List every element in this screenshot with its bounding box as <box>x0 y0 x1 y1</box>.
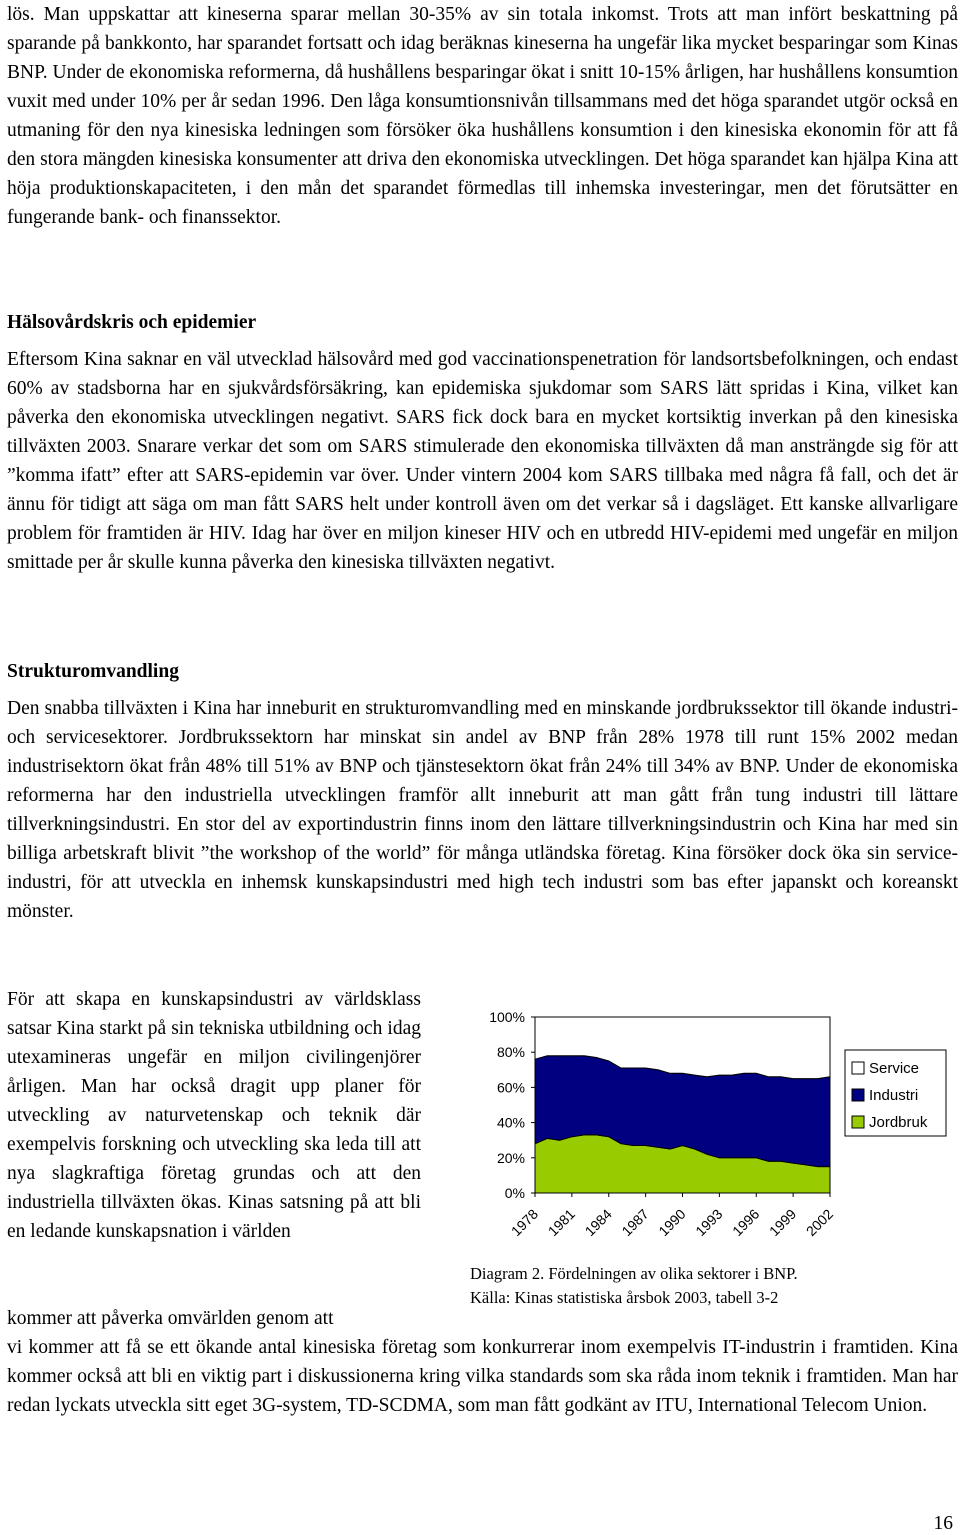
legend-label-jordbruk: Jordbruk <box>869 1114 928 1131</box>
legend-label-service: Service <box>869 1060 920 1077</box>
paragraph-savings: lös. Man uppskattar att kineserna sparar mellan 30-35% av sin totala inkomst. Trots att man infört beskattning på sparande på bankkonto, har sparandet fortsatt och idag beräknas kineserna ha ungefär lika mycket besparingar som Kinas BNP. Under de ekonomiska reformerna, då hushållens besparingar ökat i snitt 10-15% årligen, har hushållens konsumtion vuxit med under 10% per år sedan 1996. Den låga konsumtionsnivån tillsammans med det höga sparandet utgör också en utmaning för den nya kinesiska ledningen som försöker öka hushållens konsumtion i den kinesiska ekonomin för att få den stora mängden kinesiska konsumenter att driva den ekonomiska utvecklingen. Det höga sparandet kan hjälpa Kina att höja produktionskapaciteten, i den mån det sparandet förmedlas till inhemska investeringar, men det förutsätter en fungerande bank- och finanssektor. <box>7 4 958 228</box>
page-number: 16 <box>933 1513 953 1534</box>
sector-chart <box>460 995 960 1270</box>
paragraph-knowledge-side-end: kommer att påverka omvärlden genom att <box>7 1308 334 1329</box>
heading-health: Hälsovårdskris och epidemier <box>7 312 257 333</box>
paragraph-health: Eftersom Kina saknar en väl utvecklad hälsovård med god vaccinationspenetration för landsortsbefolkningen, och endast 60% av stadsborna har en sjukvårdsförsäkring, kan epidemiska sjukdomar som SARS lätt spridas i Kina, vilket kan påverka den ekonomiska utvecklingen negativt. SARS fick dock bara en mycket kortsiktig inverkan på den kinesiska tillväxten 2003. Snarare verkar det som om SARS stimulerade den ekonomiska tillväxten då man ansträngde sig för att ”komma ifatt” efter att SARS-epidemin var över. Under vintern 2004 kom SARS tillbaka med några få fall, och det är ännu för tidigt att säga om man fått SARS helt under kontroll även om det verkar så i dagsläget. Ett kanske allvarligare problem för framtiden är HIV. Idag har över en miljon kineser HIV och en utbredd HIV-epidemi med ungefär en miljon smittade per år skulle kunna påverka den kinesiska tillväxten negativt. <box>7 349 958 573</box>
x-tick-label: 1984 <box>581 1205 615 1240</box>
y-tick-label: 100% <box>489 1009 525 1025</box>
legend-swatch-jordbruk <box>852 1116 864 1128</box>
legend-label-industri: Industri <box>869 1087 919 1104</box>
x-tick-label: 1978 <box>507 1205 542 1240</box>
chart-caption-source: Källa: Kinas statistiska årsbok 2003, tabell 3-2 <box>470 1288 779 1307</box>
heading-structure: Strukturomvandling <box>7 661 179 682</box>
legend-swatch-service <box>852 1062 864 1074</box>
y-tick-label: 40% <box>496 1114 525 1131</box>
x-tick-label: 1987 <box>618 1205 652 1240</box>
x-tick-label: 1990 <box>655 1205 689 1240</box>
legend-swatch-industri <box>852 1089 864 1101</box>
y-tick-label: 80% <box>496 1044 525 1061</box>
chart-caption-title: Diagram 2. Fördelningen av olika sektorer i BNP. <box>470 1264 798 1283</box>
x-tick-label: 1993 <box>692 1205 726 1240</box>
x-tick-label: 1996 <box>729 1205 763 1240</box>
paragraph-knowledge-full: vi kommer att få se ett ökande antal kinesiska företag som konkurrerar inom exempelvis IT-industrin i framtiden. Kina kommer också att bli en viktig part i diskussionerna kring vilka standards som ska råda inom teknik i framtiden. Man har redan lyckats utveckla sitt eget 3G-system, TD-SCDMA, som man fått godkänt av ITU, International Telecom Union. <box>7 1337 958 1416</box>
x-tick-label: 1999 <box>765 1205 800 1240</box>
paragraph-structure: Den snabba tillväxten i Kina har inneburit en strukturomvandling med en minskande jordbrukssektor till ökande industri- och servicesektorer. Jordbrukssektorn har minskat sin andel av BNP från 28% 1978 till runt 15% 2002 medan industrisektorn ökat från 48% till 51% av BNP och tjänstesektorn ökat från 24% till 34% av BNP. Under de ekonomiska reformerna har den industriella utvecklingen framför allt inneburit att man gått från tung industri till lättare tillverkningsindustri. En stor del av exportindustrin finns inom den lättare tillverkningsindustrin och Kina har med sin billiga arbetskraft blivit ”the workshop of the world” för många utländska företag. Kina försöker dock öka sin service-industri, för att utveckla en inhemsk kunskapsindustri med high tech industri som bas efter japanskt och koreanskt mönster. <box>7 698 958 922</box>
y-tick-label: 20% <box>496 1149 525 1166</box>
y-tick-label: 0% <box>504 1185 525 1201</box>
y-tick-label: 60% <box>496 1079 525 1096</box>
x-tick-label: 2002 <box>802 1205 837 1240</box>
paragraph-knowledge-side: För att skapa en kunskapsindustri av världsklass satsar Kina starkt på sin tekniska utbildning och idag utexamineras ungefär en miljon civilingenjörer årligen. Man har också dragit upp planer för utveckling av naturvetenskap och teknik där exempelvis forskning och utveckling ska leda till att nya slagkraftiga företag grundas och att den industriella tillväxten ökas. Kinas satsning på att bli en ledande kunskapsnation i världen <box>7 989 421 1242</box>
x-tick-label: 1981 <box>544 1205 578 1240</box>
